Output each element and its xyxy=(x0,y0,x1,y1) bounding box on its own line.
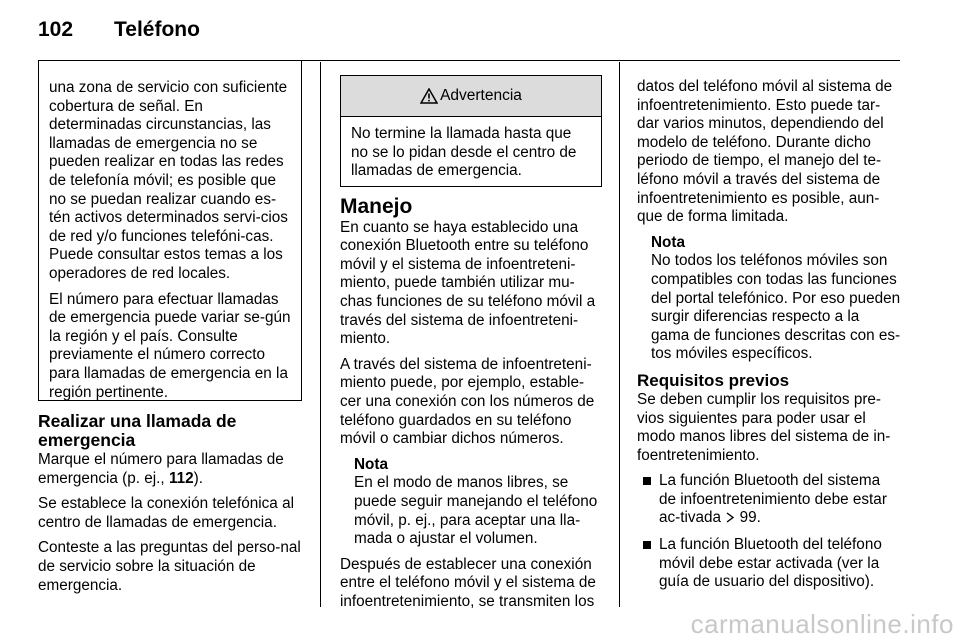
emergency-number-paragraph xyxy=(38,451,302,488)
bullet-square-icon xyxy=(643,477,651,485)
page-header xyxy=(38,18,200,42)
manejo-paragraph-2: A través del sistema de infoentreteni-miento puede, por ejemplo, estable-cer una conexión con los números de teléfono guardados en su teléfono móvil o cambiar dichos números. xyxy=(340,355,595,448)
page-reference[interactable]: 99. xyxy=(739,509,761,527)
answer-questions-paragraph: Conteste a las preguntas del perso-nal de servicio sobre la situación de emergencia. xyxy=(38,539,301,594)
emergency-number-text: Marque el número para llamadas de emergencia (p. ej., xyxy=(38,451,284,487)
data-transfer-paragraph: datos del teléfono móvil al sistema de infoentretenimiento. Esto puede tar-dar varios minutos, dependiendo del modelo de teléfono. Durante dicho periodo de tiempo, el manejo del te-léfono móvil a través del sistema de infoentretenimiento es posible, aun-que de forma limitada. xyxy=(637,78,893,226)
list-item-text: La función Bluetooth del teléfono móvil debe estar activada (ver la guía de usuario del dispositivo). xyxy=(659,536,882,591)
column-3 xyxy=(637,78,901,600)
connection-paragraph: Se establece la conexión telefónica al centro de llamadas de emergencia. xyxy=(38,495,294,531)
warning-triangle-icon xyxy=(420,88,438,104)
bullet-square-icon xyxy=(643,541,651,549)
watermark: carmanualsonline.info xyxy=(690,609,954,639)
manejo-paragraph-3: Después de establecer una conexión entre el teléfono móvil y el sistema de infoentretenimiento, se transmiten los xyxy=(340,555,596,610)
page-reference-arrow-icon xyxy=(725,512,735,523)
requisitos-heading: Requisitos previos xyxy=(637,370,790,390)
note-title: Nota xyxy=(354,455,388,473)
box-paragraph-1: una zona de servicio con suficiente cobertura de señal. En determinadas circunstancias, las llamadas de emergencia no se pueden realizar en todas las redes de telefonía móvil; es posible que no se puedan realizar cuando es-tén activos determinados servi-cios de red y/o funciones telefóni-cas. Puede consultar estos temas a los operadores de red locales. xyxy=(49,79,288,282)
continued-warning-box xyxy=(38,61,302,401)
warning-title: Advertencia xyxy=(440,87,522,104)
requisitos-list xyxy=(637,472,901,592)
note-title-2: Nota xyxy=(651,233,685,251)
manejo-paragraph-1: En cuanto se haya establecido una conexión Bluetooth entre su teléfono móvil y el sistema de infoentreteni-miento, puede también utilizar mu-chas funciones de su teléfono móvil a través del sistema de infoentreteni-miento. xyxy=(340,218,596,348)
manejo-heading: Manejo xyxy=(340,195,413,218)
column-2 xyxy=(340,195,604,618)
column-divider-2 xyxy=(619,62,620,607)
requisitos-paragraph: Se deben cumplir los requisitos pre-vios siguientes para poder usar el modo manos libres del sistema de in-foentretenimiento. xyxy=(637,390,891,464)
column-1 xyxy=(38,412,302,602)
column-divider-1 xyxy=(320,62,321,607)
warning-box xyxy=(340,75,602,187)
list-item xyxy=(637,472,901,528)
warning-body: No termine la llamada hasta que no se lo pidan desde el centro de llamadas de emergencia. xyxy=(351,125,577,180)
page-number: 102 xyxy=(38,18,74,41)
list-item xyxy=(637,536,901,592)
note-body-2: No todos los teléfonos móviles son compatibles con todas las funciones del portal telefónico. Por eso pueden surgir diferencias respecto a la gama de funciones descritas con es-tos móviles específicos. xyxy=(651,252,901,363)
emergency-number-ref: 112 xyxy=(168,469,194,487)
list-item-text: La función Bluetooth del sistema de infoentretenimiento debe estar ac-tivada xyxy=(659,472,887,527)
emergency-call-heading: Realizar una llamada de emergencia xyxy=(38,411,237,450)
box-paragraph-2: El número para efectuar llamadas de emergencia puede variar se-gún la región y el país. Consulte previamente el número correcto para llamadas de emergencia en la región pertinente. xyxy=(49,290,291,401)
emergency-number-end: ). xyxy=(193,469,203,487)
note-block-2 xyxy=(637,234,901,364)
note-block-1 xyxy=(340,456,604,549)
page-title: Teléfono xyxy=(114,18,200,41)
warning-header xyxy=(341,76,601,117)
note-body: En el modo de manos libres, se puede seguir manejando el teléfono móvil, p. ej., para aceptar una lla-mada o ajustar el volumen. xyxy=(354,474,598,548)
